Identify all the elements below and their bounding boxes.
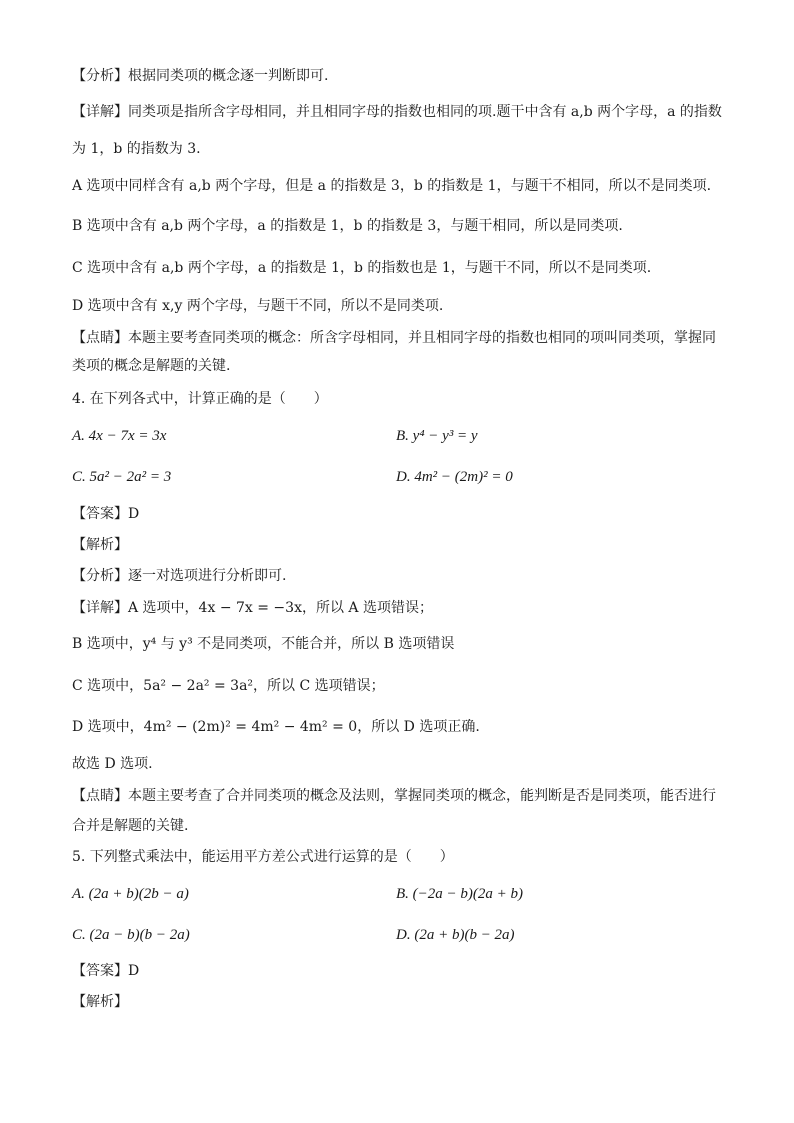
detail-line: 【详解】同类项是指所含字母相同，并且相同字母的指数也相同的项.题干中含有 a,b 两个字母，a 的指数 bbox=[72, 104, 722, 120]
question-5: 5. 下列整式乘法中，能运用平方差公式进行运算的是（ ） bbox=[72, 849, 454, 865]
detail-line: 为 1，b 的指数为 3. bbox=[72, 141, 201, 157]
detail-4-d: D 选项中，4m² − (2m)² = 4m² − 4m² = 0，所以 D 选项正确. bbox=[72, 719, 480, 735]
detail-line: D 选项中含有 x,y 两个字母，与题干不同，所以不是同类项. bbox=[72, 298, 444, 314]
detail-line: C 选项中含有 a,b 两个字母，a 的指数是 1，b 的指数也是 1，与题干不同，所以不是同类项. bbox=[72, 260, 652, 276]
analysis-4: 【分析】逐一对选项进行分析即可. bbox=[72, 568, 287, 584]
option-5b: B. (−2a − b)(2a + b) bbox=[396, 886, 524, 902]
comment-line: 【点睛】本题主要考查同类项的概念：所含字母相同，并且相同字母的指数也相同的项叫同类项，掌握同 bbox=[72, 330, 716, 346]
option-4d: D. 4m² − (2m)² = 0 bbox=[396, 469, 513, 485]
option-4b: B. y⁴ − y³ = y bbox=[396, 428, 478, 444]
detail-4-a: 【详解】A 选项中，4x − 7x = −3x，所以 A 选项错误； bbox=[72, 600, 433, 616]
solution-header-4: 【解析】 bbox=[72, 537, 128, 553]
analysis-line: 【分析】根据同类项的概念逐一判断即可. bbox=[72, 68, 329, 84]
answer-4: 【答案】D bbox=[72, 506, 140, 522]
comment-line: 类项的概念是解题的关键. bbox=[72, 358, 231, 374]
option-5d: D. (2a + b)(b − 2a) bbox=[396, 927, 515, 943]
detail-line: B 选项中含有 a,b 两个字母，a 的指数是 1，b 的指数是 3，与题干相同，所以是同类项. bbox=[72, 218, 623, 234]
detail-4-b: B 选项中，y⁴ 与 y³ 不是同类项，不能合并，所以 B 选项错误 bbox=[72, 636, 455, 652]
option-4a: A. 4x − 7x = 3x bbox=[72, 428, 167, 444]
option-4c: C. 5a² − 2a² = 3 bbox=[72, 469, 172, 485]
answer-5: 【答案】D bbox=[72, 963, 140, 979]
detail-4-c: C 选项中，5a² − 2a² = 3a²，所以 C 选项错误； bbox=[72, 678, 385, 694]
option-5c: C. (2a − b)(b − 2a) bbox=[72, 927, 190, 943]
option-5a: A. (2a + b)(2b − a) bbox=[72, 886, 189, 902]
comment-4-line: 【点睛】本题主要考查了合并同类项的概念及法则，掌握同类项的概念，能判断是否是同类项，能否进行 bbox=[72, 788, 716, 804]
choice-line: 故选 D 选项. bbox=[72, 756, 153, 772]
solution-header-5: 【解析】 bbox=[72, 994, 128, 1010]
comment-4-line: 合并是解题的关键. bbox=[72, 818, 189, 834]
question-4: 4. 在下列各式中，计算正确的是（ ） bbox=[72, 391, 328, 407]
detail-line: A 选项中同样含有 a,b 两个字母，但是 a 的指数是 3，b 的指数是 1，与题干不相同，所以不是同类项. bbox=[72, 178, 712, 194]
